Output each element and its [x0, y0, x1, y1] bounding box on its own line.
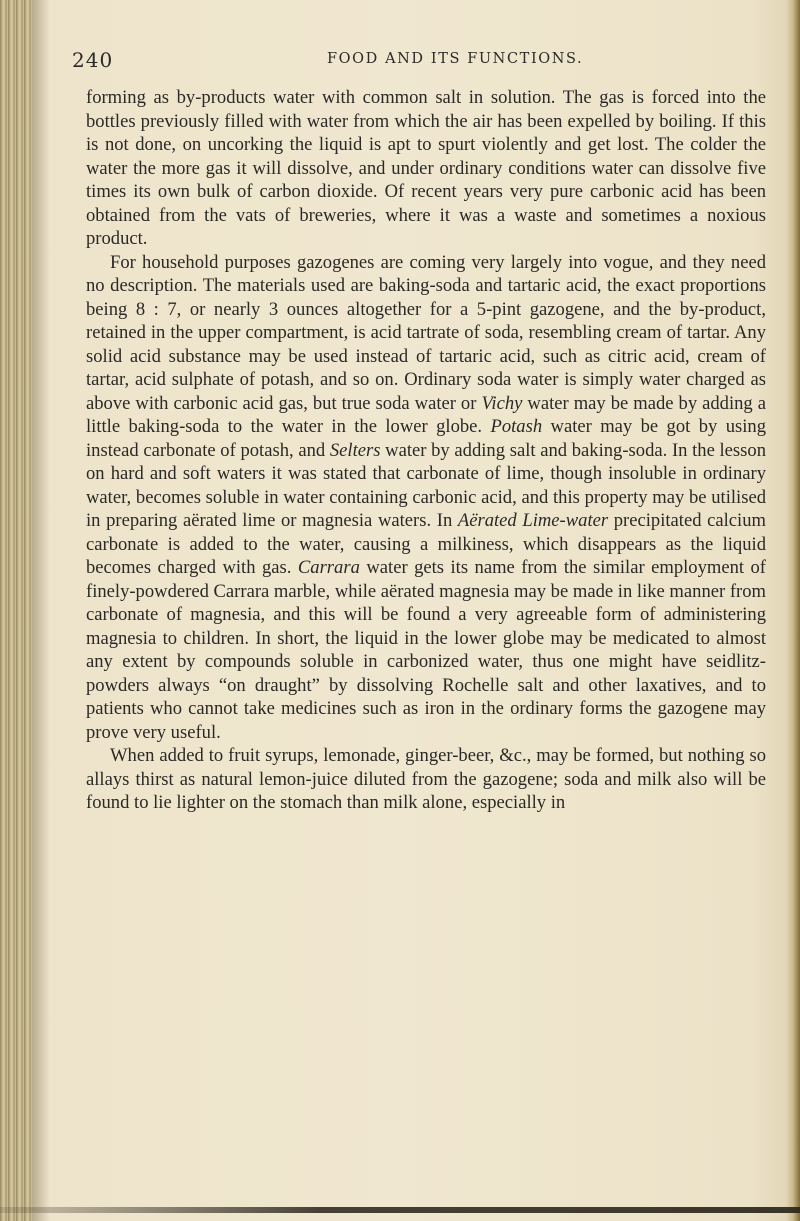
paragraph	[86, 86, 766, 251]
text-run: For household purposes gazogenes are coming very largely into vogue, and they need no description. The materials used are baking-soda and tartaric acid, the exact proportions being 8 : 7, or nearly 3 ounces altogether for a 5-pint gazogene, and the by-product, retained in the upper compartment, is acid tartrate of soda, resembling cream of tartar. Any solid acid substance may be used instead of tartaric acid, such as citric acid, cream of tartar, acid sulphate of potash, and so on. Ordinary soda water is simply water charged as above with carbonic acid gas, but true soda water or	[86, 251, 766, 414]
text-run: precipitated calcium carbonate is added to the water, causing a milkiness, which disappears as the liquid becomes charged with gas.	[86, 510, 766, 579]
text-run: When added to fruit syrups, lemonade, ginger-beer, &c., may be formed, but nothing so allays thirst as natural lemon-juice diluted from the gazogene; soda and milk also will be found to lie lighter on the stomach than milk alone, especially in	[86, 745, 766, 814]
page-edge	[786, 0, 800, 1221]
text-run: forming as by-products water with common salt in solution. The gas is forced into the bottles previously filled with water from which the air has been expelled by boiling. If this is not done, on uncorking the liquid is apt to spurt violently and get lost. The colder the water the more gas it will dissolve, and under ordinary conditions water can dissolve five times its own bulk of carbon dioxide. Of recent years very pure carbonic acid has been obtained from the vats of breweries, where it was a waste and sometimes a noxious product.	[86, 87, 766, 250]
page-number: 240	[72, 48, 114, 72]
paragraph	[86, 744, 766, 815]
italic-term: Carrara	[297, 557, 360, 579]
text-run: water by adding salt and baking-soda. In the lesson on hard and soft waters it was stated that carbonate of lime, though insoluble in ordinary water, becomes soluble in water containing carbonic acid, and this property may be utilised in preparing aërated lime or magnesia waters. In	[86, 439, 766, 532]
italic-term: Vichy	[481, 392, 523, 414]
body-text	[86, 86, 766, 815]
gutter-shadow	[32, 0, 50, 1221]
running-head: FOOD AND ITS FUNCTIONS.	[327, 51, 584, 67]
italic-term: Selters	[329, 439, 381, 461]
text-run: water may be got by using instead carbonate of potash, and	[86, 416, 766, 461]
text-run: water may be made by adding a little baking-soda to the water in the lower globe.	[86, 392, 766, 438]
italic-term: Potash	[490, 416, 543, 438]
text-run: water gets its name from the similar employment of finely-powdered Carrara marble, while aërated magnesia may be made in like manner from carbonate of magnesia, and this will be found a very agreeable form of administering magnesia to children. In short, the liquid in the lower globe may be medicated to almost any extent by compounds soluble in carbonized water, thus one might have seidlitz-powders always “on draught” by dissolving Rochelle salt and other laxatives, and to patients who cannot take medicines such as iron in the ordinary forms the gazogene may prove very useful.	[86, 557, 767, 743]
bottom-rule	[0, 1207, 800, 1213]
paragraph	[86, 251, 766, 745]
page-header	[72, 48, 762, 78]
italic-term: Aërated Lime-water	[457, 510, 609, 532]
binding-edge	[0, 0, 32, 1221]
